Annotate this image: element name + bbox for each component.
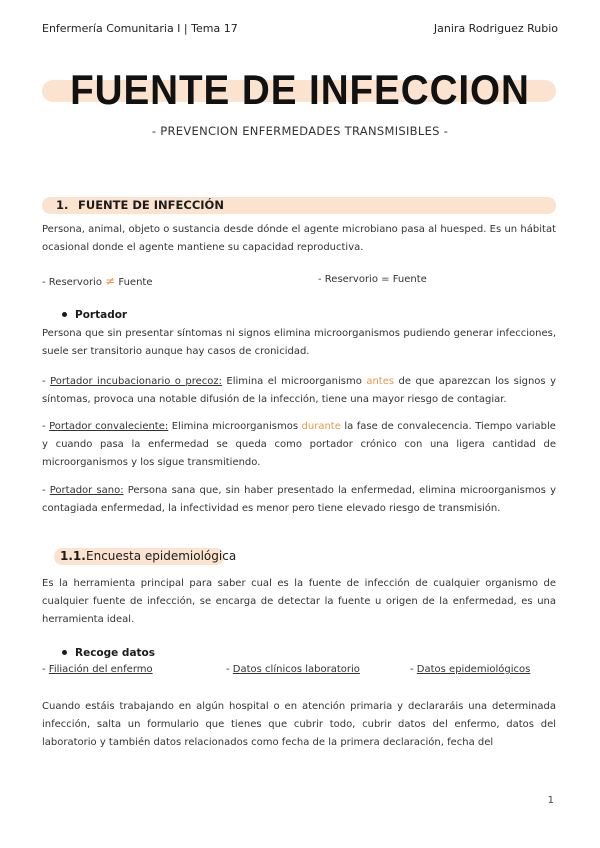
dash: - xyxy=(42,376,51,387)
page-title: FUENTE DE INFECCION xyxy=(70,66,530,113)
section-11-heading xyxy=(60,549,236,563)
bullet-dot xyxy=(62,312,67,317)
portador-convaleciente-text: Elimina microorganismos xyxy=(168,421,302,432)
data-item-label: Datos epidemiológicos xyxy=(416,664,531,675)
header-course: Enfermería Comunitaria I | Tema 17 xyxy=(42,22,238,35)
recoge-heading xyxy=(62,647,155,659)
reservoir-left-text: - Reservorio xyxy=(42,277,106,288)
portador-sano-label: Portador sano: xyxy=(49,485,124,496)
page-subtitle: - PREVENCION ENFERMEDADES TRANSMISIBLES - xyxy=(151,124,449,138)
section-11-intro: Es la herramienta principal para saber cual es la fuente de infección de cualquier organismo de cualquier fuente de infección, se encarga de detectar la fuente u origen de la enfermedad, es una herramienta ideal. xyxy=(42,578,556,625)
bullet-dot xyxy=(62,650,67,655)
portador-incubacionario-label: Portador incubacionario o precoz: xyxy=(50,376,222,387)
section-1-number: 1. xyxy=(56,198,69,212)
data-item-label: Datos clínicos laboratorio xyxy=(232,664,360,675)
section-11-title: Encuesta epidemiológica xyxy=(86,549,237,563)
portador-title: Portador xyxy=(75,309,128,321)
dash: - xyxy=(42,664,49,675)
page-number: 1 xyxy=(547,795,554,806)
portador-incubacionario-text: Elimina el microorganismo xyxy=(221,376,367,387)
data-item-clinicos xyxy=(226,664,360,675)
not-equal-symbol: ≠ xyxy=(105,274,116,288)
portador-convaleciente xyxy=(42,418,556,472)
portador-sano-text: Persona sana que, sin haber presentado la enfermedad, elimina microorganismos y contagiada enfermedad, la infectividad es menor pero tiene elevado riesgo de transmisión. xyxy=(42,485,557,514)
data-item-epidemiologicos xyxy=(410,664,530,675)
section-1-intro: Persona, animal, objeto o sustancia desde dónde el agente microbiano pasa al huesped. Es un hábitat ocasional donde el agente mantiene su capacidad reproductiva. xyxy=(42,224,556,253)
recoge-title: Recoge datos xyxy=(75,647,156,659)
dash: - xyxy=(42,485,50,496)
data-item-label: Filiación del enfermo xyxy=(48,664,153,675)
reservoir-not-equal xyxy=(42,274,153,288)
data-item-filiacion xyxy=(42,664,153,675)
section-1-title: FUENTE DE INFECCIÓN xyxy=(78,198,224,212)
dash: - xyxy=(410,664,417,675)
portador-convaleciente-label: Portador convaleciente: xyxy=(49,421,169,432)
portador-heading xyxy=(62,309,127,321)
highlight-antes: antes xyxy=(366,376,395,387)
portador-sano xyxy=(42,482,556,518)
portador-incubacionario xyxy=(42,373,556,409)
highlight-durante: durante xyxy=(301,421,341,432)
portador-convaleciente-text-b: la fase de convalecencia. Tiempo variable y cuando pasa la enfermedad se queda como portador crónico con una ligera cantidad de microorganismos y los sigue transmitiendo. xyxy=(42,421,556,468)
reservoir-left-text-b: Fuente xyxy=(115,277,153,288)
portador-definition: Persona que sin presentar síntomas ni signos elimina microorganismos pudiendo generar infecciones, suele ser transitorio aunque hay casos de cronicidad. xyxy=(42,328,556,357)
section-11-closing: Cuando estáis trabajando en algún hospital o en atención primaria y declararáis una determinada infección, salta un formulario que tienes que cubrir todo, cubrir datos del enfermo, datos del laboratorio y también datos relacionados como fecha de la primera declaración, fecha del xyxy=(42,701,556,748)
section-11-number: 1.1. xyxy=(60,549,86,563)
section-1-heading xyxy=(56,198,224,212)
reservoir-equal: - Reservorio = Fuente xyxy=(318,274,427,285)
header-author: Janira Rodriguez Rubio xyxy=(433,22,558,35)
portador-incubacionario-text-b: de que aparezcan los signos y síntomas, provoca una notable difusión de la infección, tiene una mayor riesgo de contagiar. xyxy=(42,376,557,405)
dash: - xyxy=(226,664,233,675)
dash: - xyxy=(42,421,50,432)
